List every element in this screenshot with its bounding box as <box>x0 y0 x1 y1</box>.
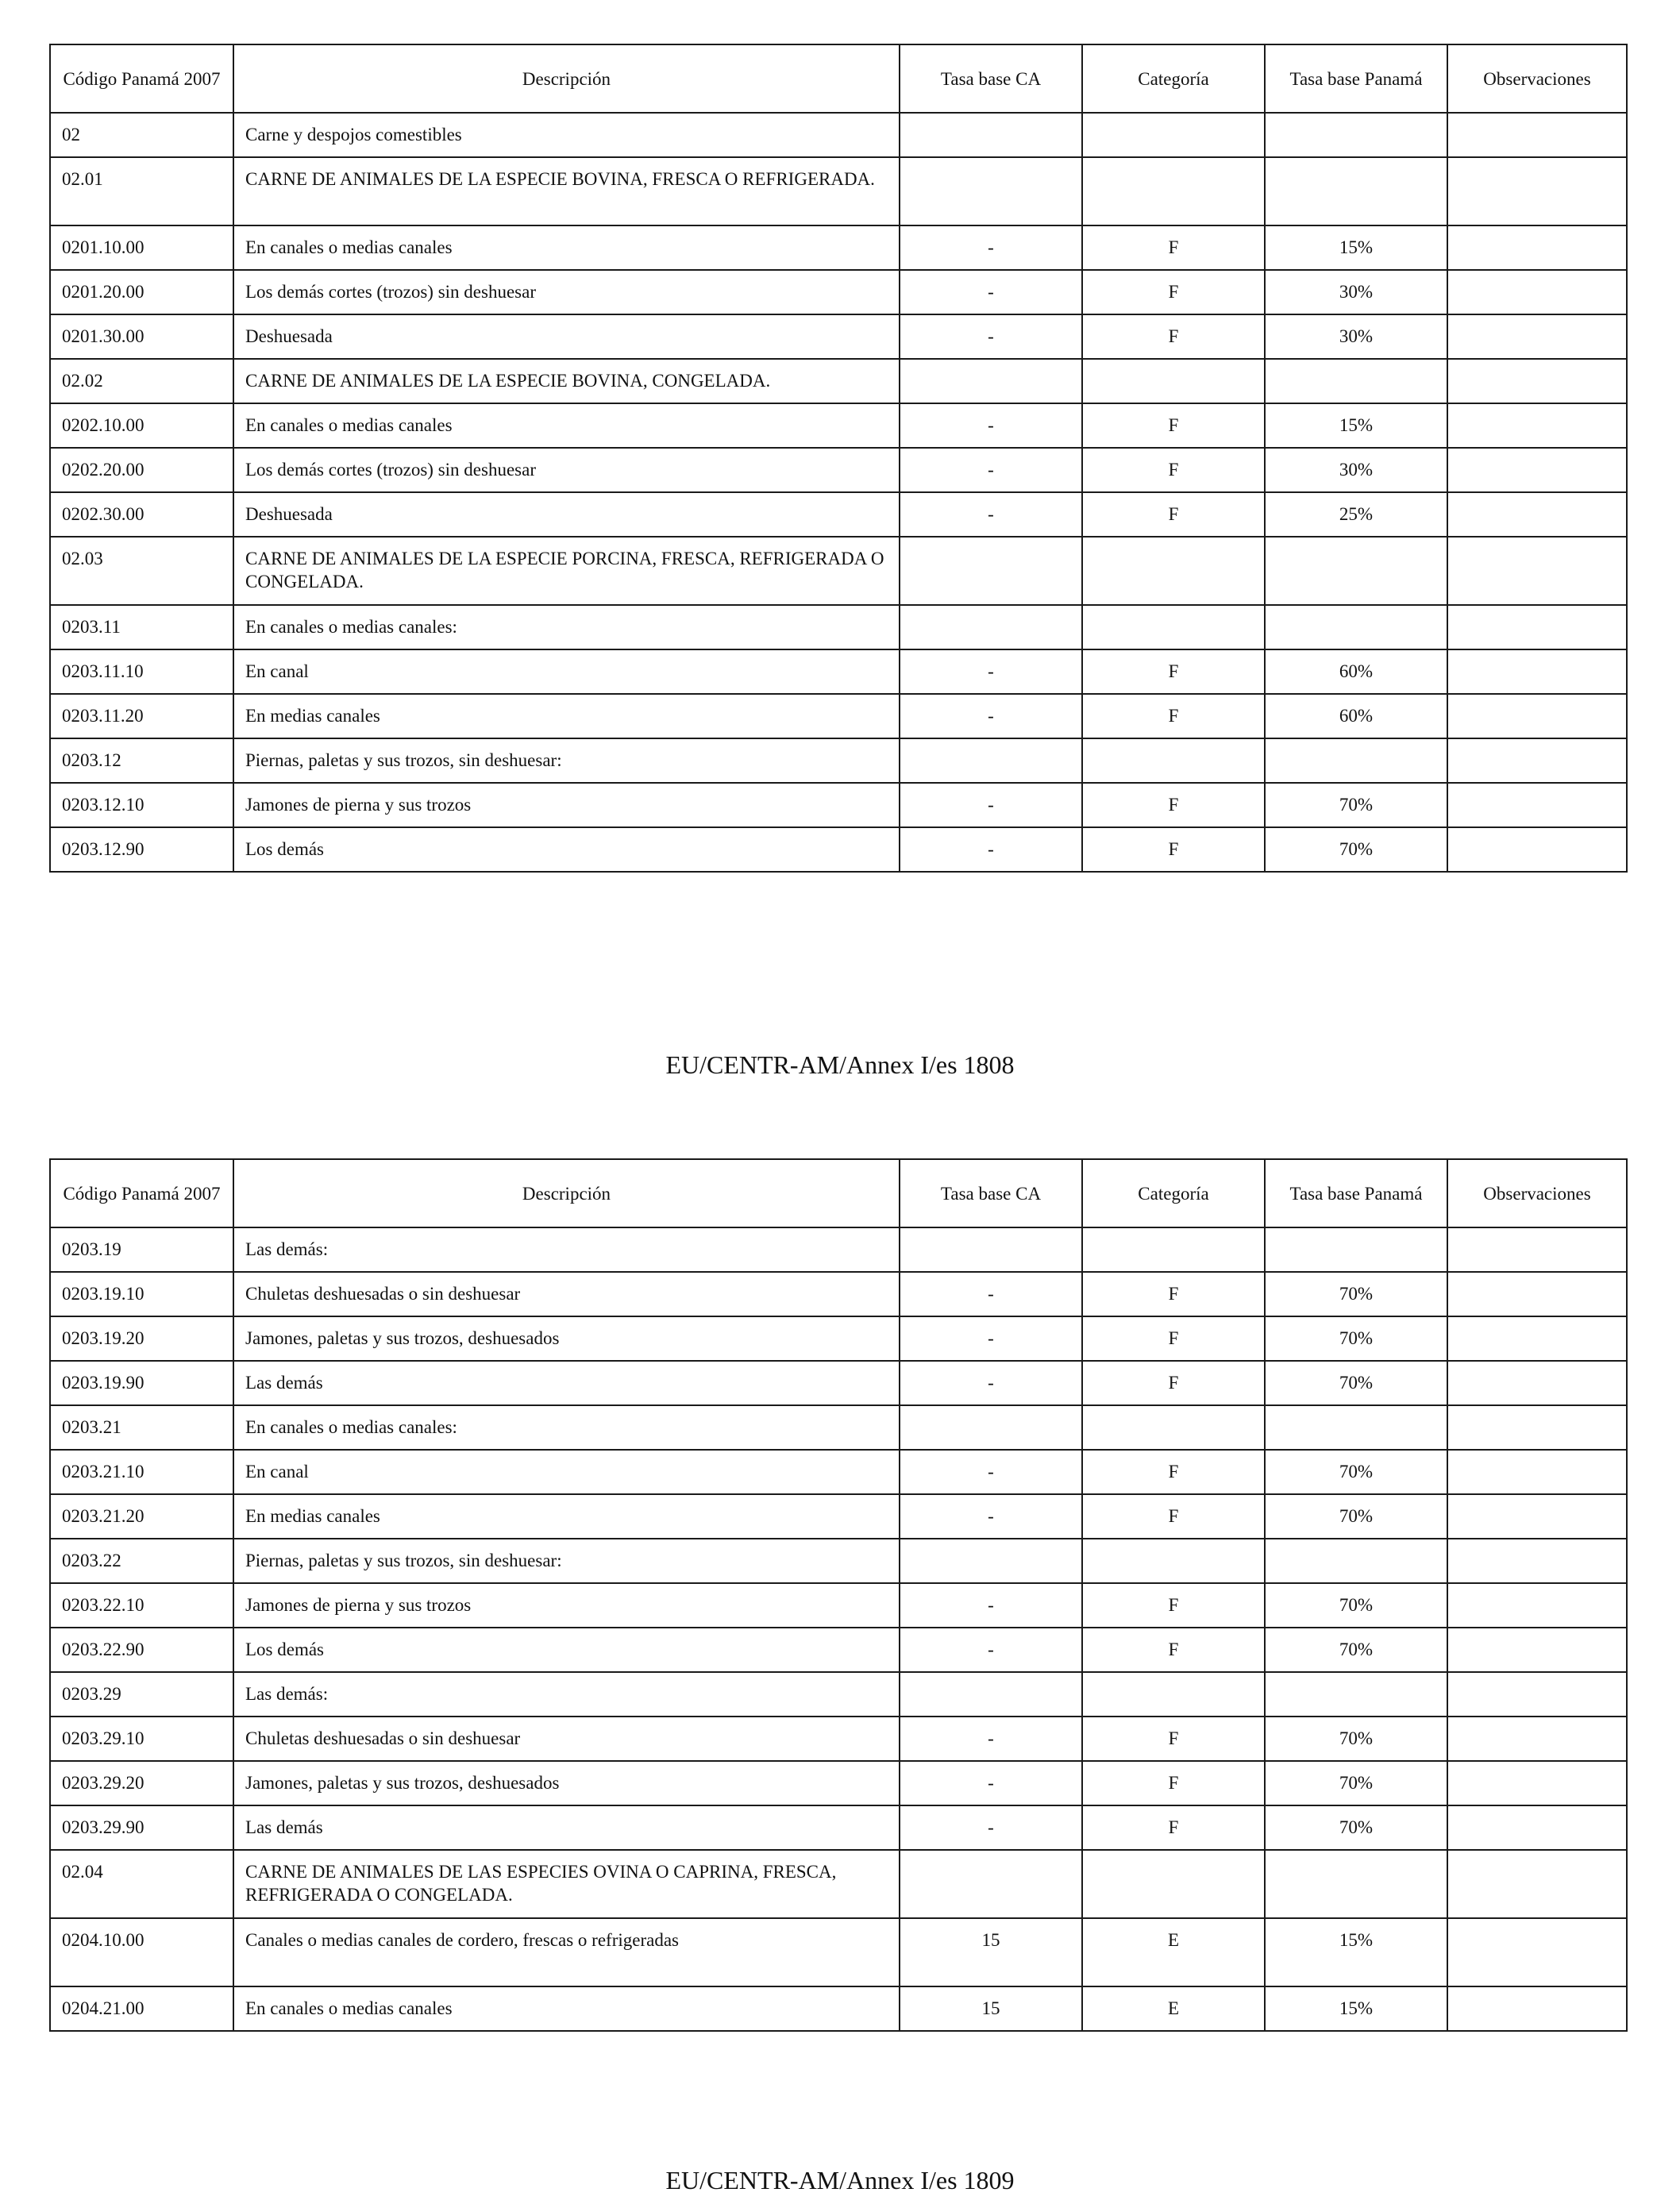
cell-description: Chuletas deshuesadas o sin deshuesar <box>233 1272 900 1316</box>
cell-base-rate-panama: 70% <box>1265 1450 1447 1494</box>
cell-base-rate-panama: 30% <box>1265 270 1447 314</box>
table-row <box>50 738 1627 783</box>
cell-observations <box>1447 1272 1627 1316</box>
cell-base-rate-ca: - <box>900 225 1082 270</box>
cell-observations <box>1447 1628 1627 1672</box>
cell-code: 0203.21.10 <box>50 1450 233 1494</box>
cell-base-rate-ca: - <box>900 1583 1082 1628</box>
table-row <box>50 1628 1627 1672</box>
header-row <box>50 44 1627 113</box>
cell-category <box>1082 1405 1265 1450</box>
cell-base-rate-ca: - <box>900 314 1082 359</box>
table-row <box>50 113 1627 157</box>
cell-code: 0203.12 <box>50 738 233 783</box>
table-row <box>50 1805 1627 1850</box>
header-code: Código Panamá 2007 <box>50 1159 233 1227</box>
cell-base-rate-ca: - <box>900 492 1082 537</box>
cell-description: CARNE DE ANIMALES DE LA ESPECIE PORCINA, FRESCA, REFRIGERADA O CONGELADA. <box>233 537 900 605</box>
cell-category: F <box>1082 1628 1265 1672</box>
cell-description: CARNE DE ANIMALES DE LA ESPECIE BOVINA, CONGELADA. <box>233 359 900 403</box>
cell-observations <box>1447 649 1627 694</box>
cell-base-rate-panama: 70% <box>1265 1805 1447 1850</box>
table-row <box>50 448 1627 492</box>
cell-code: 0203.21 <box>50 1405 233 1450</box>
header-category: Categoría <box>1082 1159 1265 1227</box>
cell-code: 02.01 <box>50 157 233 225</box>
cell-base-rate-ca <box>900 359 1082 403</box>
cell-code: 0202.30.00 <box>50 492 233 537</box>
cell-category: F <box>1082 1272 1265 1316</box>
table-row <box>50 649 1627 694</box>
cell-base-rate-panama: 30% <box>1265 448 1447 492</box>
cell-base-rate-panama: 25% <box>1265 492 1447 537</box>
cell-code: 0203.11.10 <box>50 649 233 694</box>
cell-base-rate-ca: - <box>900 448 1082 492</box>
tariff-table-page-1 <box>49 44 1628 873</box>
cell-description: Canales o medias canales de cordero, frescas o refrigeradas <box>233 1918 900 1986</box>
cell-category: F <box>1082 448 1265 492</box>
cell-observations <box>1447 1316 1627 1361</box>
table-row <box>50 1494 1627 1539</box>
cell-base-rate-ca: - <box>900 270 1082 314</box>
cell-code: 0203.22.10 <box>50 1583 233 1628</box>
table-header <box>50 44 1627 113</box>
cell-category: F <box>1082 270 1265 314</box>
cell-description: Carne y despojos comestibles <box>233 113 900 157</box>
header-category: Categoría <box>1082 44 1265 113</box>
cell-base-rate-panama <box>1265 1850 1447 1918</box>
cell-base-rate-panama: 70% <box>1265 1717 1447 1761</box>
cell-category <box>1082 1539 1265 1583</box>
cell-code: 0203.22.90 <box>50 1628 233 1672</box>
table-row <box>50 1272 1627 1316</box>
cell-code: 0204.21.00 <box>50 1986 233 2031</box>
cell-code: 02 <box>50 113 233 157</box>
cell-description: Los demás <box>233 827 900 872</box>
cell-base-rate-ca: - <box>900 783 1082 827</box>
cell-category: F <box>1082 225 1265 270</box>
cell-observations <box>1447 1986 1627 2031</box>
cell-category <box>1082 1850 1265 1918</box>
cell-category: F <box>1082 783 1265 827</box>
header-row <box>50 1159 1627 1227</box>
cell-observations <box>1447 113 1627 157</box>
cell-base-rate-ca: - <box>900 403 1082 448</box>
cell-base-rate-panama: 70% <box>1265 1761 1447 1805</box>
cell-code: 0203.12.10 <box>50 783 233 827</box>
cell-base-rate-ca: - <box>900 1628 1082 1672</box>
cell-description: En canales o medias canales: <box>233 1405 900 1450</box>
cell-base-rate-ca: - <box>900 1450 1082 1494</box>
cell-base-rate-ca: - <box>900 1272 1082 1316</box>
cell-category: F <box>1082 1717 1265 1761</box>
cell-observations <box>1447 448 1627 492</box>
cell-base-rate-panama <box>1265 359 1447 403</box>
cell-code: 0203.11 <box>50 605 233 649</box>
cell-category: F <box>1082 403 1265 448</box>
cell-code: 0203.29.90 <box>50 1805 233 1850</box>
cell-base-rate-ca: - <box>900 827 1082 872</box>
page-footer: EU/CENTR-AM/Annex I/es 1808 <box>665 1050 1015 1079</box>
cell-base-rate-ca <box>900 537 1082 605</box>
cell-base-rate-ca <box>900 1405 1082 1450</box>
cell-code: 0202.10.00 <box>50 403 233 448</box>
cell-description: Las demás <box>233 1361 900 1405</box>
cell-description: Las demás: <box>233 1672 900 1717</box>
cell-base-rate-panama: 70% <box>1265 1316 1447 1361</box>
cell-observations <box>1447 1850 1627 1918</box>
cell-description: Los demás cortes (trozos) sin deshuesar <box>233 270 900 314</box>
cell-category: F <box>1082 1494 1265 1539</box>
cell-base-rate-panama: 60% <box>1265 694 1447 738</box>
table-row <box>50 403 1627 448</box>
cell-category <box>1082 157 1265 225</box>
table-row <box>50 783 1627 827</box>
cell-observations <box>1447 738 1627 783</box>
cell-base-rate-panama <box>1265 1227 1447 1272</box>
cell-description: En canales o medias canales <box>233 225 900 270</box>
cell-code: 0203.11.20 <box>50 694 233 738</box>
cell-description: Los demás <box>233 1628 900 1672</box>
cell-base-rate-panama <box>1265 113 1447 157</box>
cell-base-rate-ca <box>900 1227 1082 1272</box>
cell-description: En canal <box>233 1450 900 1494</box>
table-row <box>50 827 1627 872</box>
header-description: Descripción <box>233 1159 900 1227</box>
cell-base-rate-ca <box>900 1539 1082 1583</box>
cell-base-rate-ca: - <box>900 1316 1082 1361</box>
table-row <box>50 1316 1627 1361</box>
table-row <box>50 1672 1627 1717</box>
cell-category: F <box>1082 827 1265 872</box>
cell-base-rate-ca: - <box>900 1361 1082 1405</box>
header-observations: Observaciones <box>1447 44 1627 113</box>
cell-code: 0201.30.00 <box>50 314 233 359</box>
cell-description: Los demás cortes (trozos) sin deshuesar <box>233 448 900 492</box>
table-row <box>50 1986 1627 2031</box>
header-base-rate-panama: Tasa base Panamá <box>1265 1159 1447 1227</box>
cell-base-rate-panama: 70% <box>1265 1628 1447 1672</box>
table-row <box>50 694 1627 738</box>
cell-code: 0203.19.10 <box>50 1272 233 1316</box>
cell-code: 0203.19 <box>50 1227 233 1272</box>
cell-observations <box>1447 1761 1627 1805</box>
table-row <box>50 225 1627 270</box>
cell-code: 0201.10.00 <box>50 225 233 270</box>
cell-category: F <box>1082 1761 1265 1805</box>
cell-base-rate-panama: 15% <box>1265 403 1447 448</box>
cell-observations <box>1447 1227 1627 1272</box>
cell-category <box>1082 113 1265 157</box>
cell-category: F <box>1082 1450 1265 1494</box>
cell-base-rate-ca: - <box>900 1717 1082 1761</box>
cell-base-rate-panama <box>1265 1539 1447 1583</box>
cell-category: F <box>1082 1361 1265 1405</box>
cell-observations <box>1447 694 1627 738</box>
cell-code: 0203.21.20 <box>50 1494 233 1539</box>
cell-code: 0203.22 <box>50 1539 233 1583</box>
cell-category: F <box>1082 694 1265 738</box>
cell-base-rate-ca: - <box>900 1494 1082 1539</box>
cell-observations <box>1447 1494 1627 1539</box>
cell-observations <box>1447 1717 1627 1761</box>
cell-base-rate-panama: 15% <box>1265 225 1447 270</box>
header-code: Código Panamá 2007 <box>50 44 233 113</box>
cell-description: Jamones, paletas y sus trozos, deshuesados <box>233 1761 900 1805</box>
cell-observations <box>1447 1405 1627 1450</box>
table-row <box>50 359 1627 403</box>
cell-description: CARNE DE ANIMALES DE LA ESPECIE BOVINA, FRESCA O REFRIGERADA. <box>233 157 900 225</box>
cell-category: F <box>1082 649 1265 694</box>
cell-description: Las demás <box>233 1805 900 1850</box>
header-base-rate-ca: Tasa base CA <box>900 44 1082 113</box>
cell-code: 02.03 <box>50 537 233 605</box>
cell-observations <box>1447 157 1627 225</box>
tariff-table-page-2 <box>49 1158 1628 2032</box>
cell-observations <box>1447 827 1627 872</box>
cell-category <box>1082 359 1265 403</box>
cell-base-rate-ca: - <box>900 694 1082 738</box>
table-body <box>50 1227 1627 2031</box>
cell-category <box>1082 537 1265 605</box>
cell-observations <box>1447 605 1627 649</box>
cell-base-rate-ca: - <box>900 1761 1082 1805</box>
cell-observations <box>1447 783 1627 827</box>
cell-observations <box>1447 270 1627 314</box>
cell-base-rate-panama: 70% <box>1265 1583 1447 1628</box>
cell-description: Deshuesada <box>233 314 900 359</box>
cell-category: F <box>1082 1583 1265 1628</box>
header-observations: Observaciones <box>1447 1159 1627 1227</box>
cell-description: Jamones, paletas y sus trozos, deshuesados <box>233 1316 900 1361</box>
table-row <box>50 1450 1627 1494</box>
cell-description: Las demás: <box>233 1227 900 1272</box>
cell-category <box>1082 738 1265 783</box>
table-row <box>50 1227 1627 1272</box>
cell-description: En canales o medias canales: <box>233 605 900 649</box>
cell-description: CARNE DE ANIMALES DE LAS ESPECIES OVINA O CAPRINA, FRESCA, REFRIGERADA O CONGELADA. <box>233 1850 900 1918</box>
cell-base-rate-panama <box>1265 1672 1447 1717</box>
cell-description: En canales o medias canales <box>233 1986 900 2031</box>
cell-category: E <box>1082 1986 1265 2031</box>
table-row <box>50 1583 1627 1628</box>
table-row <box>50 1405 1627 1450</box>
cell-base-rate-ca: 15 <box>900 1918 1082 1986</box>
cell-code: 0203.29 <box>50 1672 233 1717</box>
cell-observations <box>1447 1539 1627 1583</box>
cell-code: 0201.20.00 <box>50 270 233 314</box>
cell-description: En canal <box>233 649 900 694</box>
table-row <box>50 1361 1627 1405</box>
table-row <box>50 270 1627 314</box>
cell-base-rate-panama <box>1265 537 1447 605</box>
cell-observations <box>1447 314 1627 359</box>
cell-observations <box>1447 359 1627 403</box>
cell-base-rate-panama <box>1265 157 1447 225</box>
cell-code: 0204.10.00 <box>50 1918 233 1986</box>
cell-description: Jamones de pierna y sus trozos <box>233 1583 900 1628</box>
table-row <box>50 314 1627 359</box>
cell-category: E <box>1082 1918 1265 1986</box>
cell-observations <box>1447 1361 1627 1405</box>
cell-base-rate-panama <box>1265 1405 1447 1450</box>
table-row <box>50 1918 1627 1986</box>
cell-code: 0203.29.10 <box>50 1717 233 1761</box>
cell-observations <box>1447 1583 1627 1628</box>
cell-code: 0203.29.20 <box>50 1761 233 1805</box>
cell-base-rate-panama: 15% <box>1265 1918 1447 1986</box>
cell-observations <box>1447 492 1627 537</box>
cell-base-rate-panama: 70% <box>1265 1494 1447 1539</box>
cell-base-rate-ca: - <box>900 649 1082 694</box>
cell-base-rate-panama: 70% <box>1265 1361 1447 1405</box>
cell-category: F <box>1082 1316 1265 1361</box>
cell-code: 0203.12.90 <box>50 827 233 872</box>
cell-description: Deshuesada <box>233 492 900 537</box>
header-description: Descripción <box>233 44 900 113</box>
cell-category <box>1082 1227 1265 1272</box>
table-row <box>50 537 1627 605</box>
table-row <box>50 492 1627 537</box>
cell-base-rate-ca <box>900 1672 1082 1717</box>
cell-observations <box>1447 537 1627 605</box>
table-row <box>50 605 1627 649</box>
cell-base-rate-panama: 70% <box>1265 1272 1447 1316</box>
header-base-rate-panama: Tasa base Panamá <box>1265 44 1447 113</box>
cell-code: 0202.20.00 <box>50 448 233 492</box>
cell-description: En medias canales <box>233 694 900 738</box>
cell-description: En canales o medias canales <box>233 403 900 448</box>
cell-category: F <box>1082 492 1265 537</box>
table-row <box>50 1850 1627 1918</box>
table-row <box>50 157 1627 225</box>
cell-base-rate-panama: 70% <box>1265 827 1447 872</box>
page-footer: EU/CENTR-AM/Annex I/es 1809 <box>665 2166 1015 2194</box>
header-base-rate-ca: Tasa base CA <box>900 1159 1082 1227</box>
cell-description: Chuletas deshuesadas o sin deshuesar <box>233 1717 900 1761</box>
cell-base-rate-ca <box>900 1850 1082 1918</box>
cell-base-rate-panama <box>1265 738 1447 783</box>
cell-description: Jamones de pierna y sus trozos <box>233 783 900 827</box>
table-row <box>50 1761 1627 1805</box>
table-row <box>50 1539 1627 1583</box>
table-row <box>50 1717 1627 1761</box>
cell-observations <box>1447 1450 1627 1494</box>
cell-observations <box>1447 1918 1627 1986</box>
cell-observations <box>1447 403 1627 448</box>
cell-category: F <box>1082 314 1265 359</box>
cell-base-rate-ca: 15 <box>900 1986 1082 2031</box>
cell-description: Piernas, paletas y sus trozos, sin deshuesar: <box>233 738 900 783</box>
cell-observations <box>1447 225 1627 270</box>
cell-base-rate-panama: 15% <box>1265 1986 1447 2031</box>
cell-base-rate-ca <box>900 113 1082 157</box>
cell-base-rate-panama: 70% <box>1265 783 1447 827</box>
cell-category <box>1082 605 1265 649</box>
cell-description: Piernas, paletas y sus trozos, sin deshuesar: <box>233 1539 900 1583</box>
cell-code: 02.02 <box>50 359 233 403</box>
cell-base-rate-panama <box>1265 605 1447 649</box>
cell-base-rate-ca: - <box>900 1805 1082 1850</box>
table-body <box>50 113 1627 872</box>
cell-base-rate-panama: 60% <box>1265 649 1447 694</box>
table-header <box>50 1159 1627 1227</box>
cell-category <box>1082 1672 1265 1717</box>
cell-observations <box>1447 1672 1627 1717</box>
cell-code: 02.04 <box>50 1850 233 1918</box>
cell-base-rate-ca <box>900 157 1082 225</box>
cell-observations <box>1447 1805 1627 1850</box>
cell-base-rate-ca <box>900 605 1082 649</box>
cell-code: 0203.19.20 <box>50 1316 233 1361</box>
cell-base-rate-panama: 30% <box>1265 314 1447 359</box>
cell-description: En medias canales <box>233 1494 900 1539</box>
cell-code: 0203.19.90 <box>50 1361 233 1405</box>
cell-base-rate-ca <box>900 738 1082 783</box>
cell-category: F <box>1082 1805 1265 1850</box>
